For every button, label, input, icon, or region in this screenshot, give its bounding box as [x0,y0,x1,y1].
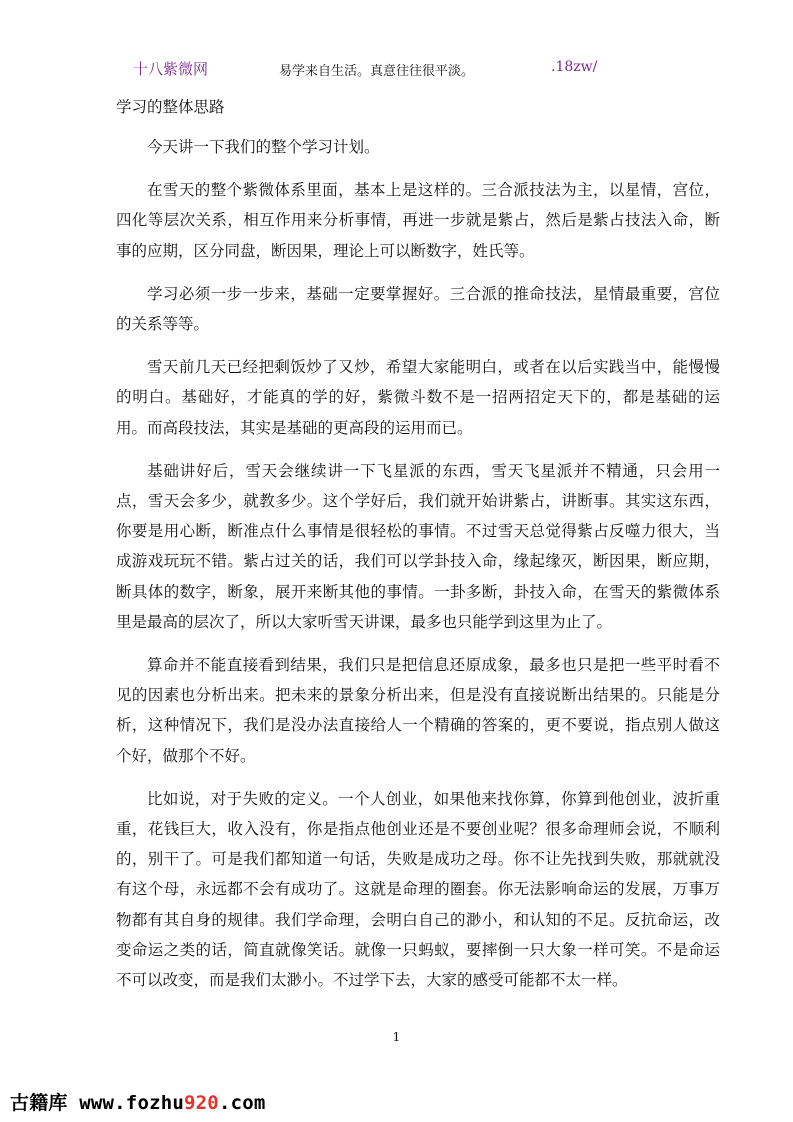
paragraph: 算命并不能直接看到结果，我们只是把信息还原成象，最多也只是把一些平时看不见的因素也分析出来。把未来的景象分析出来，但是没有直接说断出结果的。只能是分析，这种情况下，我们是没办法直接给人一个精确的答案的，更不要说，指点别人做这个好，做那个不好。 [116,656,720,765]
paragraph: 学习必须一步一步来，基础一定要掌握好。三合派的推命技法，星情最重要，宫位的关系等等。 [116,284,720,334]
page-header [0,58,793,80]
document-title: 学习的整体思路 [116,98,225,116]
site-url[interactable]: .18zw/ [551,59,598,75]
site-name[interactable]: 十八紫微网 [133,60,209,78]
paragraph: 基础讲好后，雪天会继续讲一下飞星派的东西，雪天飞星派并不精通，只会用一点，雪天会多少，就教多少。这个学好后，我们就开始讲紫占，讲断事。其实这东西，你要是用心断，断准点什么事情是很轻松的事情。不过雪天总觉得紫占反噬力很大，当成游戏玩玩不错。紫占过关的话，我们可以学卦技入命，缘起缘灭，断因果，断应期，断具体的数字，断象，展开来断其他的事情。一卦多断，卦技入命，在雪天的紫微体系里是最高的层次了，所以大家听雪天讲课，最多也只能学到这里为止了。 [116,461,720,631]
footer-watermark[interactable] [10,1088,266,1115]
footer-url-number: 920 [184,1092,219,1114]
footer-url-prefix: www.fozhu [79,1092,185,1114]
paragraph: 雪天前几天已经把剩饭炒了又炒，希望大家能明白，或者在以后实践当中，能慢慢的明白。基础好，才能真的学的好，紫微斗数不是一招两招定天下的，都是基础的运用。而高段技法，其实是基础的更高段的运用而已。 [116,358,720,437]
paragraph: 今天讲一下我们的整个学习计划。 [147,138,380,156]
site-motto: 易学来自生活。真意往往很平淡。 [279,64,475,79]
page-number: 1 [392,1030,401,1044]
paragraph: 在雪天的整个紫微体系里面，基本上是这样的。三合派技法为主，以星情，宫位，四化等层次关系，相互作用来分析事情，再进一步就是紫占，然后是紫占技法入命，断事的应期，区分同盘，断因果，理论上可以断数字，姓氏等。 [116,181,720,260]
document-body [116,132,720,1008]
footer-url-suffix: .com [218,1092,266,1114]
footer-brand: 古籍库 [10,1092,68,1114]
paragraph: 比如说，对于失败的定义。一个人创业，如果他来找你算，你算到他创业，波折重重，花钱巨大，收入没有，你是指点他创业还是不要创业呢？很多命理师会说，不顺利的，别干了。可是我们都知道一句话，失败是成功之母。你不让先找到失败，那就就没有这个母，永远都不会有成功了。这就是命理的圈套。你无法影响命运的发展，万事万物都有其自身的规律。我们学命理，会明白自己的渺小，和认知的不足。反抗命运，改变命运之类的话，简直就像笑话。就像一只蚂蚁，要摔倒一只大象一样可笑。不是命运不可以改变，而是我们太渺小。不过学下去，大家的感受可能都不太一样。 [116,789,720,990]
